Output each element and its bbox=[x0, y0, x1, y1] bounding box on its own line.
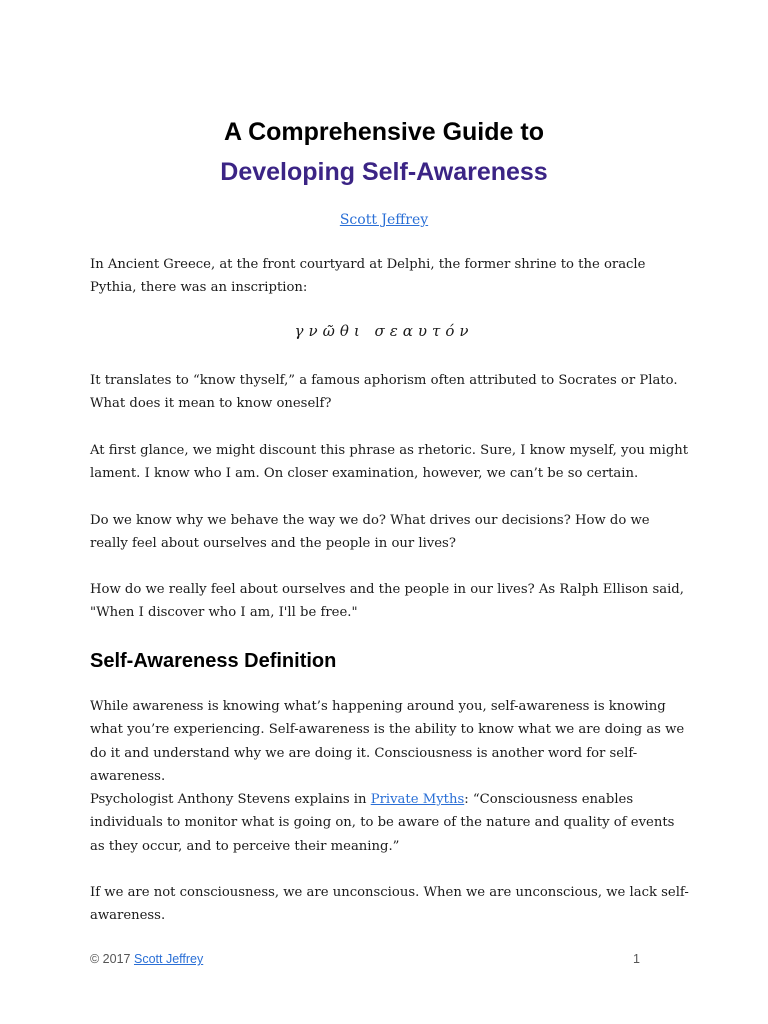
footer-author-link[interactable]: Scott Jeffrey bbox=[133, 952, 204, 966]
intro-paragraph-5: How do we really feel about ourselves and the people in our lives? As Ralph Ellison said, "When I discover who I am, I'll be free." bbox=[90, 582, 684, 621]
document-title-line-2: Developing Self-Awareness bbox=[220, 158, 548, 186]
definition-paragraph-3: If we are not consciousness, we are unconscious. When we are unconscious, we lack self-awareness. bbox=[90, 885, 689, 924]
intro-paragraph-3: At first glance, we might discount this phrase as rhetoric. Sure, I know myself, you might lament. I know who I am. On closer examination, however, we can’t be so certain. bbox=[90, 443, 689, 482]
intro-paragraph-2: It translates to “know thyself,” a famous aphorism often attributed to Socrates or Plato. What does it mean to know oneself? bbox=[90, 373, 678, 412]
private-myths-link[interactable]: Private Myths bbox=[370, 792, 465, 807]
quote-text: : “Consciousness enables individuals to monitor what is going on, to be aware of the nature and quality of events as they occur, and to perceive their meaning.” bbox=[90, 792, 675, 854]
quote-intro-text: Psychologist Anthony Stevens explains in bbox=[90, 792, 371, 807]
definition-paragraph-2 bbox=[90, 788, 690, 858]
copyright-text: © 2017 bbox=[90, 952, 131, 966]
document-title-line-1: A Comprehensive Guide to bbox=[224, 118, 544, 146]
footer-copyright bbox=[90, 952, 203, 966]
page-number: 1 bbox=[633, 952, 640, 966]
author-byline bbox=[0, 212, 768, 228]
greek-inscription: γνῶθι σεαυτόν bbox=[294, 322, 474, 340]
intro-paragraph-1: In Ancient Greece, at the front courtyard at Delphi, the former shrine to the oracle Pythia, there was an inscription: bbox=[90, 257, 646, 296]
intro-paragraph-4: Do we know why we behave the way we do? What drives our decisions? How do we really feel about ourselves and the people in our lives? bbox=[90, 513, 650, 552]
definition-paragraph-1: While awareness is knowing what’s happening around you, self-awareness is knowing what you’re experiencing. Self-awareness is the ability to know what we are doing as we do it and understand why we are doing it. Consciousness is another word for self-awareness. bbox=[90, 699, 685, 784]
section-heading: Self-Awareness Definition bbox=[90, 650, 337, 672]
author-link[interactable]: Scott Jeffrey bbox=[339, 212, 429, 228]
